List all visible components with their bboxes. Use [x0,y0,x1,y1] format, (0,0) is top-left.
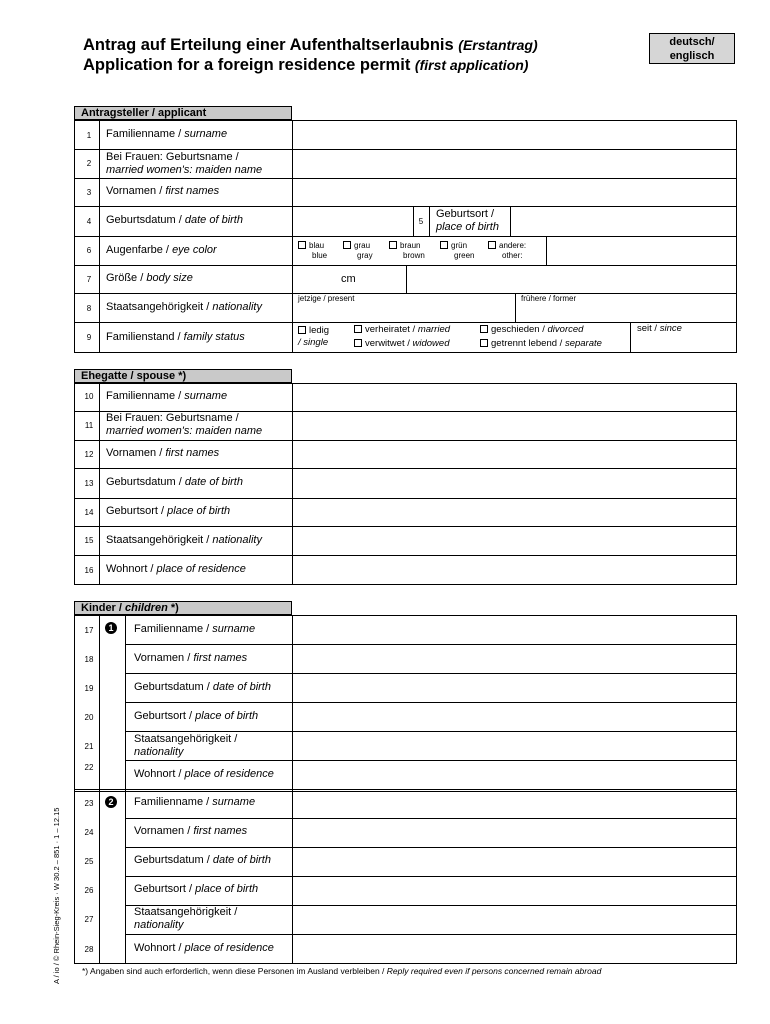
child-2-place-of-birth-field[interactable] [293,877,736,905]
title-english: Application for a foreign residence permit [83,56,411,74]
row-number: 2 [86,159,92,168]
title-english-note: (first application) [414,57,529,73]
row-number: 15 [84,536,94,545]
row-number: 11 [84,421,94,430]
row-number: 9 [86,333,92,342]
nationality-label: Staatsangehörigkeit / nationality [106,301,262,313]
surname-label: Familienname / surname [106,128,228,140]
spouse-nationality-label: Staatsangehörigkeit / nationality [106,534,262,546]
child-2-surname-field[interactable] [293,792,736,818]
child-1-place-of-birth-field[interactable] [293,703,736,731]
status-single-option[interactable]: ledig / single [298,325,330,348]
former-nationality-field[interactable] [516,294,736,322]
checkbox[interactable] [480,339,488,347]
status-widowed-option[interactable]: verwitwet / widowed [354,338,449,350]
applicant-maiden-name-field[interactable] [293,150,736,178]
checkbox[interactable] [480,325,488,333]
form-reference-note: A / io / © Rhein-Sieg-Kreis · W 30.2 – 851 · 1 – 12.15 [52,807,61,984]
date-of-birth-label: Geburtsdatum / date of birth [106,214,243,226]
spouse-first-names-label: Vornamen / first names [106,447,220,459]
body-size-unit: cm [341,273,356,285]
child-1-residence-label: Wohnort / place of residence [134,768,274,780]
child-separator [74,789,737,790]
present-nationality-field[interactable] [293,294,515,322]
checkbox[interactable] [354,339,362,347]
present-nationality-label: jetzige / present [298,294,355,303]
applicant-section-heading: Antragsteller / applicant [74,106,292,120]
checkbox[interactable] [389,241,397,249]
status-since-label: seit / since [637,323,682,334]
row-number: 16 [84,566,94,575]
row-number: 28 [84,945,94,954]
place-of-birth-label: Geburtsort / place of birth [436,208,499,233]
applicant-date-of-birth-field[interactable] [293,207,413,236]
eye-color-green-option[interactable]: grün green [440,241,474,261]
child-2-first-names-field[interactable] [293,819,736,847]
child-1-marker-icon: 1 [105,622,117,634]
spouse-maiden-name-label: Bei Frauen: Geburtsname / married women's: maiden name [106,412,263,437]
row-number: 13 [84,479,94,488]
child-1-surname-label: Familienname / surname [134,623,256,635]
row-number: 27 [84,915,94,924]
child-2-surname-label: Familienname / surname [134,796,256,808]
row-number: 21 [84,742,94,751]
spouse-surname-label: Familienname / surname [106,390,228,402]
status-divorced-option[interactable]: geschieden / divorced [480,324,583,336]
family-status-label: Familienstand / family status [106,331,245,343]
row-number: 22 [84,763,94,772]
row-number: 18 [84,655,94,664]
eye-color-other-field[interactable] [547,237,736,265]
child-1-first-names-label: Vornamen / first names [134,652,248,664]
child-1-first-names-field[interactable] [293,645,736,673]
checkbox[interactable] [488,241,496,249]
checkbox[interactable] [440,241,448,249]
status-married-option[interactable]: verheiratet / married [354,324,450,336]
row-number: 3 [86,188,92,197]
language-line-2: englisch [669,50,715,62]
child-2-nationality-label: Staatsangehörigkeit / nationality [134,906,238,931]
title-german: Antrag auf Erteilung einer Aufenthaltserlaubnis [83,36,454,54]
row-number: 7 [86,275,92,284]
former-nationality-label: frühere / former [521,294,577,303]
row-number: 14 [84,508,94,517]
child-2-first-names-label: Vornamen / first names [134,825,248,837]
row-number: 8 [86,304,92,313]
child-1-date-of-birth-label: Geburtsdatum / date of birth [134,681,271,693]
language-badge [649,33,735,64]
child-1-date-of-birth-field[interactable] [293,674,736,702]
child-1-surname-field[interactable] [293,616,736,644]
row-number: 4 [86,217,92,226]
checkbox[interactable] [343,241,351,249]
spouse-nationality-field[interactable] [293,527,736,555]
row-number: 12 [84,450,94,459]
footnote: *) Angaben sind auch erforderlich, wenn diese Personen im Ausland verbleiben / Reply required even if persons concerned remain abroad [82,966,602,976]
eye-color-gray-option[interactable]: grau gray [343,241,373,261]
spouse-place-of-birth-field[interactable] [293,499,736,526]
first-names-label: Vornamen / first names [106,185,220,197]
spouse-residence-field[interactable] [293,556,736,584]
spouse-place-of-birth-label: Geburtsort / place of birth [106,505,231,517]
row-number: 20 [84,713,94,722]
child-2-place-of-birth-label: Geburtsort / place of birth [134,883,259,895]
row-number: 25 [84,857,94,866]
title-german-note: (Erstantrag) [458,37,538,53]
body-size-label: Größe / body size [106,272,193,284]
row-number: 5 [418,217,424,226]
spouse-first-names-field[interactable] [293,441,736,468]
language-line-1: deutsch/ [669,36,715,48]
checkbox[interactable] [354,325,362,333]
child-2-marker-icon: 2 [105,796,117,808]
child-2-residence-field[interactable] [293,935,736,963]
applicant-surname-field[interactable] [293,121,736,149]
spouse-maiden-name-field[interactable] [293,412,736,440]
child-1-nationality-label: Staatsangehörigkeit / nationality [134,733,238,758]
checkbox[interactable] [298,326,306,334]
checkbox[interactable] [298,241,306,249]
children-section-heading: Kinder / children *) [74,601,292,615]
eye-color-brown-option[interactable]: braun brown [389,241,425,261]
row-number: 23 [84,799,94,808]
row-number: 26 [84,886,94,895]
row-number: 1 [86,131,92,140]
child-2-nationality-field[interactable] [293,906,736,934]
cell-divider [406,265,407,293]
row-number: 10 [84,392,94,401]
status-separated-option[interactable]: getrennt lebend / separate [480,338,602,350]
spouse-residence-label: Wohnort / place of residence [106,563,246,575]
spouse-surname-field[interactable] [293,384,736,411]
child-2-date-of-birth-field[interactable] [293,848,736,876]
child-2-residence-label: Wohnort / place of residence [134,942,274,954]
child-1-residence-field[interactable] [293,761,736,789]
applicant-place-of-birth-field[interactable] [511,207,736,236]
maiden-name-label: Bei Frauen: Geburtsname / married women's: maiden name [106,151,263,176]
spouse-section-heading: Ehegatte / spouse *) [74,369,292,383]
eye-color-blue-option[interactable]: blau blue [298,241,327,261]
spouse-date-of-birth-label: Geburtsdatum / date of birth [106,476,243,488]
row-number: 17 [84,626,94,635]
row-number: 24 [84,828,94,837]
child-1-place-of-birth-label: Geburtsort / place of birth [134,710,259,722]
child-1-nationality-field[interactable] [293,732,736,760]
spouse-date-of-birth-field[interactable] [293,469,736,498]
eye-color-other-option[interactable]: andere: other: [488,241,526,261]
row-number: 6 [86,246,92,255]
eye-color-label: Augenfarbe / eye color [106,244,217,256]
row-number: 19 [84,684,94,693]
form-title [83,35,538,75]
child-2-date-of-birth-label: Geburtsdatum / date of birth [134,854,271,866]
status-since-field[interactable] [631,336,736,352]
applicant-first-names-field[interactable] [293,179,736,206]
